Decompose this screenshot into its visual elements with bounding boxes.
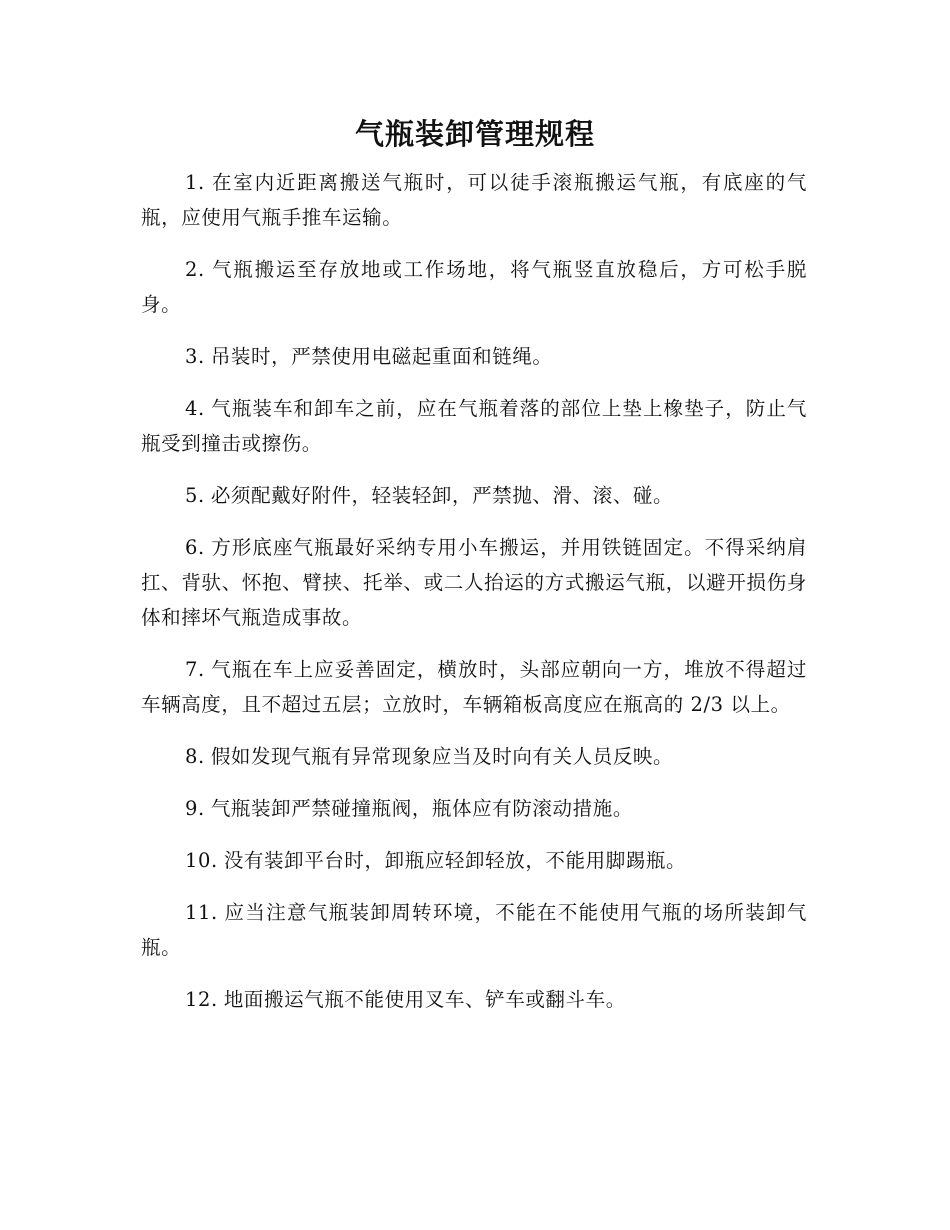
rule-number: 10. bbox=[185, 849, 218, 872]
rules-list bbox=[141, 165, 807, 1034]
page-title: 气瓶装卸管理规程 bbox=[354, 117, 595, 151]
rule-item-11 bbox=[141, 895, 807, 965]
rule-text: 吊装时，严禁使用电磁起重面和链绳。 bbox=[210, 345, 553, 368]
rule-number: 4. bbox=[185, 397, 205, 420]
rule-text: 气瓶搬运至存放地或工作场地，将气瓶竖直放稳后，方可松手脱身。 bbox=[141, 258, 807, 316]
rule-item-9 bbox=[141, 791, 807, 826]
rule-item-6 bbox=[141, 530, 807, 635]
rule-number: 3. bbox=[185, 345, 205, 368]
rule-text: 必须配戴好附件，轻装轻卸，严禁抛、滑、滚、碰。 bbox=[210, 484, 674, 507]
rule-number: 1. bbox=[185, 171, 205, 194]
rule-item-3 bbox=[141, 339, 807, 374]
rule-text: 地面搬运气瓶不能使用叉车、铲车或翻斗车。 bbox=[223, 988, 626, 1011]
rule-item-4 bbox=[141, 391, 807, 461]
rule-item-2 bbox=[141, 252, 807, 322]
rule-number: 11. bbox=[185, 901, 218, 924]
rule-text: 气瓶装卸严禁碰撞瓶阀，瓶体应有防滚动措施。 bbox=[210, 797, 633, 820]
rule-item-7 bbox=[141, 652, 807, 722]
rule-number: 6. bbox=[185, 536, 205, 559]
rule-item-12 bbox=[141, 982, 807, 1017]
rule-number: 12. bbox=[185, 988, 218, 1011]
rule-item-5 bbox=[141, 478, 807, 513]
rule-text: 在室内近距离搬送气瓶时，可以徒手滚瓶搬运气瓶，有底座的气瓶，应使用气瓶手推车运输。 bbox=[141, 171, 807, 229]
rule-text: 气瓶在车上应妥善固定，横放时，头部应朝向一方，堆放不得超过车辆高度，且不超过五层；立放时，车辆箱板高度应在瓶高的 2/3 以上。 bbox=[141, 658, 807, 716]
rule-number: 5. bbox=[185, 484, 205, 507]
rule-text: 方形底座气瓶最好采纳专用小车搬运，并用铁链固定。不得采纳肩扛、背驮、怀抱、臂挟、托举、或二人抬运的方式搬运气瓶，以避开损伤身体和摔坏气瓶造成事故。 bbox=[141, 536, 807, 629]
rule-number: 9. bbox=[185, 797, 205, 820]
rule-text: 没有装卸平台时，卸瓶应轻卸轻放，不能用脚踢瓶。 bbox=[223, 849, 687, 872]
rule-text: 气瓶装车和卸车之前，应在气瓶着落的部位上垫上橡垫子，防止气瓶受到撞击或擦伤。 bbox=[141, 397, 807, 455]
rule-number: 7. bbox=[185, 658, 205, 681]
rule-number: 8. bbox=[185, 745, 205, 768]
rule-number: 2. bbox=[185, 258, 205, 281]
rule-item-1 bbox=[141, 165, 807, 235]
rule-item-8 bbox=[141, 739, 807, 774]
rule-text: 假如发现气瓶有异常现象应当及时向有关人员反映。 bbox=[210, 745, 674, 768]
rule-item-10 bbox=[141, 843, 807, 878]
rule-text: 应当注意气瓶装卸周转环境，不能在不能使用气瓶的场所装卸气瓶。 bbox=[141, 901, 807, 959]
